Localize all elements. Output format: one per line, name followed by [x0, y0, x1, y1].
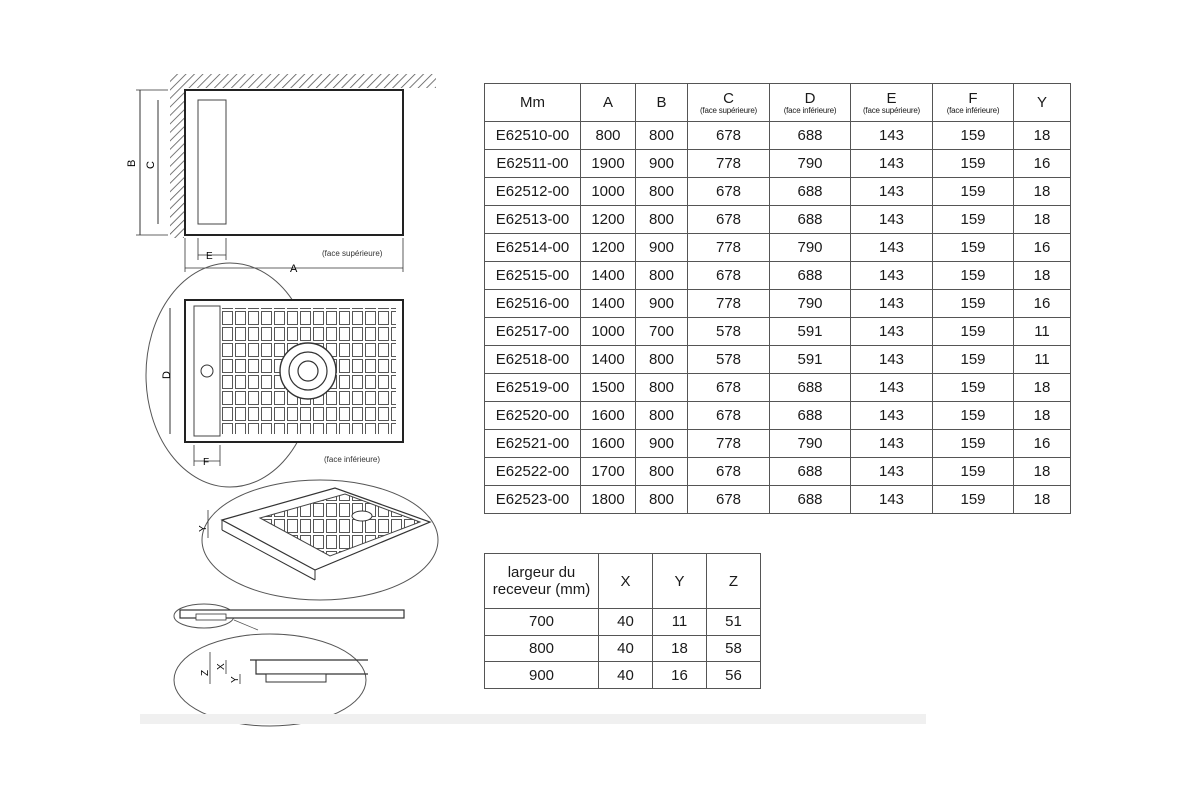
table-row: [485, 262, 1071, 290]
table-cell: 18: [653, 635, 707, 662]
table-cell: 591: [770, 346, 851, 374]
table-cell: 778: [688, 290, 770, 318]
dim-label-b: B: [126, 159, 138, 167]
header-mm: Mm: [485, 84, 581, 122]
side-profile-drawing: [174, 604, 404, 630]
table-cell: 40: [599, 662, 653, 689]
table-cell: 900: [636, 290, 688, 318]
table-cell: 700: [485, 609, 599, 636]
table-cell: E62515-00: [485, 262, 581, 290]
xyz-header-row: [485, 554, 761, 609]
table-cell: 11: [1014, 318, 1071, 346]
dim-label-c: C: [145, 161, 157, 169]
table-cell: 143: [851, 206, 933, 234]
table-cell: 678: [688, 178, 770, 206]
table-cell: 159: [933, 290, 1014, 318]
table-cell: 16: [1014, 430, 1071, 458]
table-cell: 790: [770, 290, 851, 318]
table-row: [485, 290, 1071, 318]
table-cell: 1000: [581, 178, 636, 206]
table-cell: 18: [1014, 374, 1071, 402]
table-cell: 1900: [581, 150, 636, 178]
table-cell: E62521-00: [485, 430, 581, 458]
table-cell: 143: [851, 290, 933, 318]
table-cell: 1500: [581, 374, 636, 402]
table-cell: E62522-00: [485, 458, 581, 486]
bottom-view-note: (face inférieure): [324, 455, 381, 464]
table-cell: 800: [636, 458, 688, 486]
header-e: E (face supérieure): [851, 84, 933, 122]
table-cell: 159: [933, 178, 1014, 206]
top-view-drawing: [126, 74, 436, 275]
table-cell: 16: [653, 662, 707, 689]
table-cell: 143: [851, 318, 933, 346]
header-a: A: [581, 84, 636, 122]
table-cell: 18: [1014, 458, 1071, 486]
table-cell: 678: [688, 486, 770, 514]
table-row: [485, 486, 1071, 514]
table-cell: 678: [688, 402, 770, 430]
table-cell: E62516-00: [485, 290, 581, 318]
header-d: D (face inférieure): [770, 84, 851, 122]
table-row: [485, 430, 1071, 458]
table-cell: E62520-00: [485, 402, 581, 430]
table-cell: 678: [688, 122, 770, 150]
table-cell: 688: [770, 178, 851, 206]
table-cell: 143: [851, 458, 933, 486]
table-cell: 800: [636, 346, 688, 374]
table-cell: 159: [933, 374, 1014, 402]
table-cell: 800: [485, 635, 599, 662]
table-cell: 678: [688, 262, 770, 290]
table-cell: 11: [653, 609, 707, 636]
table-row: [485, 458, 1071, 486]
header-f: F (face inférieure): [933, 84, 1014, 122]
table-cell: 143: [851, 486, 933, 514]
table-row: [485, 122, 1071, 150]
perspective-detail: [198, 480, 438, 600]
table-cell: 143: [851, 178, 933, 206]
xyz-table-row: [485, 662, 761, 689]
table-cell: 159: [933, 402, 1014, 430]
table-cell: 800: [636, 402, 688, 430]
table-cell: 16: [1014, 234, 1071, 262]
dim-label-x: X: [216, 663, 227, 670]
table-cell: 591: [770, 318, 851, 346]
table-cell: E62510-00: [485, 122, 581, 150]
table-cell: 800: [636, 178, 688, 206]
table-cell: 16: [1014, 150, 1071, 178]
header-y: Y: [1014, 84, 1071, 122]
table-cell: E62513-00: [485, 206, 581, 234]
dim-label-e: E: [206, 251, 213, 262]
table-cell: 1200: [581, 206, 636, 234]
table-cell: E62518-00: [485, 346, 581, 374]
table-cell: 58: [707, 635, 761, 662]
dim-label-y: Y: [198, 525, 209, 532]
table-cell: 18: [1014, 178, 1071, 206]
table-cell: 51: [707, 609, 761, 636]
table-cell: 900: [485, 662, 599, 689]
table-cell: 18: [1014, 486, 1071, 514]
table-cell: 159: [933, 458, 1014, 486]
table-cell: 143: [851, 122, 933, 150]
table-cell: 159: [933, 150, 1014, 178]
table-cell: 143: [851, 234, 933, 262]
table-row: [485, 206, 1071, 234]
table-row: [485, 374, 1071, 402]
xyz-table: [484, 553, 761, 689]
table-cell: E62519-00: [485, 374, 581, 402]
table-cell: 688: [770, 122, 851, 150]
table-cell: 1600: [581, 430, 636, 458]
table-cell: 800: [636, 206, 688, 234]
table-cell: 143: [851, 402, 933, 430]
table-cell: 800: [636, 374, 688, 402]
technical-drawings: [126, 70, 450, 730]
table-cell: 40: [599, 635, 653, 662]
table-cell: E62514-00: [485, 234, 581, 262]
table-cell: 159: [933, 346, 1014, 374]
table-cell: 688: [770, 458, 851, 486]
table-cell: 790: [770, 150, 851, 178]
table-cell: 800: [636, 486, 688, 514]
table-header-row: [485, 84, 1071, 122]
table-cell: 159: [933, 430, 1014, 458]
header-largeur: largeur du receveur (mm): [485, 554, 599, 609]
table-row: [485, 150, 1071, 178]
table-cell: 18: [1014, 206, 1071, 234]
header-y: Y: [653, 554, 707, 609]
edge-detail-drawing: [174, 634, 368, 726]
table-cell: 1600: [581, 402, 636, 430]
table-cell: 56: [707, 662, 761, 689]
table-cell: 143: [851, 374, 933, 402]
table-row: [485, 346, 1071, 374]
table-cell: 688: [770, 402, 851, 430]
table-cell: 800: [581, 122, 636, 150]
xyz-table-row: [485, 609, 761, 636]
table-cell: E62512-00: [485, 178, 581, 206]
table-cell: 1200: [581, 234, 636, 262]
xyz-table-row: [485, 635, 761, 662]
table-cell: 159: [933, 486, 1014, 514]
table-cell: 778: [688, 234, 770, 262]
table-cell: 790: [770, 234, 851, 262]
table-cell: E62511-00: [485, 150, 581, 178]
table-cell: 778: [688, 150, 770, 178]
header-c: C (face supérieure): [688, 84, 770, 122]
table-cell: 578: [688, 346, 770, 374]
table-cell: E62523-00: [485, 486, 581, 514]
table-cell: 678: [688, 374, 770, 402]
table-cell: E62517-00: [485, 318, 581, 346]
table-row: [485, 318, 1071, 346]
table-cell: 159: [933, 318, 1014, 346]
table-cell: 688: [770, 206, 851, 234]
table-row: [485, 178, 1071, 206]
table-cell: 1400: [581, 346, 636, 374]
table-cell: 678: [688, 206, 770, 234]
table-cell: 800: [636, 262, 688, 290]
dim-label-y2: Y: [230, 676, 241, 683]
table-cell: 16: [1014, 290, 1071, 318]
table-cell: 688: [770, 486, 851, 514]
table-cell: 143: [851, 430, 933, 458]
table-cell: 18: [1014, 262, 1071, 290]
table-cell: 1000: [581, 318, 636, 346]
table-cell: 1400: [581, 262, 636, 290]
table-cell: 159: [933, 234, 1014, 262]
table-cell: 900: [636, 234, 688, 262]
table-cell: 688: [770, 374, 851, 402]
table-cell: 159: [933, 122, 1014, 150]
table-cell: 40: [599, 609, 653, 636]
table-cell: 18: [1014, 122, 1071, 150]
table-cell: 688: [770, 262, 851, 290]
table-cell: 143: [851, 262, 933, 290]
table-cell: 159: [933, 262, 1014, 290]
bottom-view-drawing: [146, 263, 403, 487]
dim-label-z: Z: [200, 669, 211, 676]
table-cell: 700: [636, 318, 688, 346]
table-row: [485, 402, 1071, 430]
header-z: Z: [707, 554, 761, 609]
header-x: X: [599, 554, 653, 609]
table-cell: 900: [636, 430, 688, 458]
table-cell: 143: [851, 150, 933, 178]
table-cell: 1400: [581, 290, 636, 318]
table-cell: 900: [636, 150, 688, 178]
table-cell: 18: [1014, 402, 1071, 430]
dimensions-table: [484, 83, 1071, 514]
table-cell: 578: [688, 318, 770, 346]
table-cell: 143: [851, 346, 933, 374]
dim-label-a: A: [290, 263, 298, 275]
table-cell: 1800: [581, 486, 636, 514]
table-cell: 800: [636, 122, 688, 150]
dim-label-f: F: [203, 457, 210, 468]
table-cell: 159: [933, 206, 1014, 234]
table-cell: 790: [770, 430, 851, 458]
header-b: B: [636, 84, 688, 122]
footer-band: [140, 714, 926, 724]
table-cell: 778: [688, 430, 770, 458]
dim-label-d: D: [161, 371, 173, 379]
table-row: [485, 234, 1071, 262]
table-cell: 11: [1014, 346, 1071, 374]
table-cell: 1700: [581, 458, 636, 486]
table-cell: 678: [688, 458, 770, 486]
top-view-note: (face supérieure): [322, 249, 383, 258]
